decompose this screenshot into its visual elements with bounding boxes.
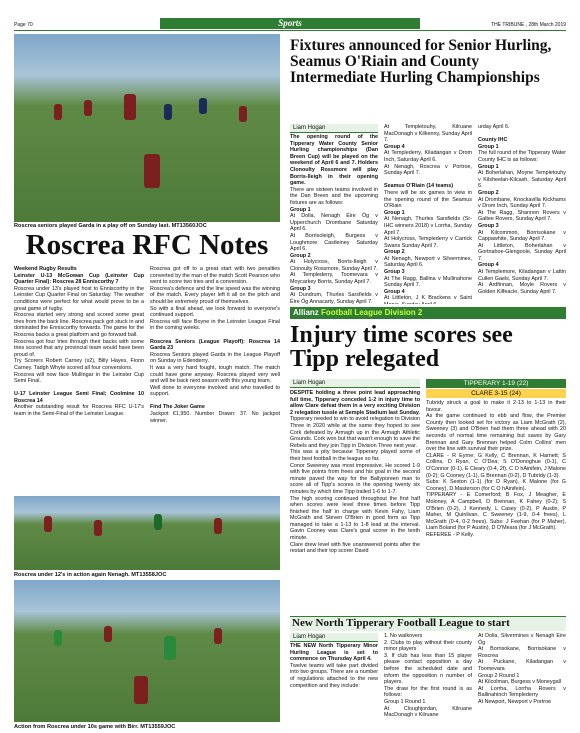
fixtures-column-3: urday April 6. County IHC Group 1 The full round of the Tipperary Water County IHC is as follows: Group 1 At Boherlahan, Moyne Templetouhy v Kilsheelan-Kilcash, Saturday April 6. Group 2 At Drombane, Knockavilla Kickhams v Drom Inch, Sunday April 7. At The Ragg, Shannon Rovers v Galtee Rovers, Sunday April 7. Group 3 At Kilcommon, Borrisokane v Cappawhite, Sunday April 7. At Littleton, Boherlahan v Gortnahoe-Glengoole, Sunday April 7. Group 4 At Templemore, Kiladangan v Lattin Cullen Gaels, Sunday April 7. At Ardfinnan, Moyle Rovers v Golden Kilfeacle, Sunday April 7. xyxy=(478,124,566,295)
paper-date: THE TRIBUNE , 28th March 2019 xyxy=(491,22,566,28)
tipperary-byline: Liam Hogan xyxy=(290,379,420,388)
page-header xyxy=(0,0,580,32)
header-rule xyxy=(14,30,566,31)
page-number: Page 70 xyxy=(14,22,33,28)
ntfl-column-2: 1. No walkovers 2. Clubs to play without their county minor players 3. If club has less than 15 player please contact opposition a day before the scheduled date and inform the opposition n number of players. The draw for the first round is as follows: Group 1 Round 1 At Cloughjordan, Kilruane MacDonagh v Kilruane xyxy=(384,633,472,719)
allianz-banner xyxy=(290,307,566,319)
allianz-league: Football League Division 2 xyxy=(321,308,423,317)
bottom-photo-caption: Action from Roscrea under 10s game with Birr. MT13559JOC xyxy=(14,724,176,730)
ntfl-column-1: THE NEW North Tipperary Minor Hurling League is set to commence on Thursday April 4. Twelve teams will take part divided into two groups. There are a number of regulations attached to the new competition and they include: xyxy=(290,643,378,689)
score-clare: CLARE 3-15 (24) xyxy=(426,389,566,398)
roscrea-column-1: Weekend Rugby Results Leinster U-13 McGowan Cup (Leinster Cup Quarter Final): Roscrea 28 Enniscorthy 7 Roscrea under 13's played host to Enniscorthy in the Leinster Cup Quarter Final on Saturday. The weather conditions were perfect for what would prove to be a great game of rugby. Roscrea started very strong and scored some great tries from the back line. Roscrea pack got stuck in and dominated the Enniscorthy forwards. The game for the Roscrea backs a great platform and go forward ball. Roscrea got four tries through their backs with some tries scored that any provincial team would have been proud of. Try Scorers Robert Carney (x2), Billy Hayes, Fionn Carney. Tadgh Whyte scored all four conversions. Roscrea will now face Mullingar in the Leinster Cup Semi Final. U-17 Leinster League Semi Final; Coolmine 10 Roscrea 14 Another outstanding result for Roscrea RFC U-17's team in the Semi-Final of the Leinster League. xyxy=(14,266,144,418)
fixtures-byline: Liam Hogan xyxy=(290,124,378,133)
roscrea-headline: Roscrea RFC Notes xyxy=(25,229,269,261)
fixtures-headline: Fixtures announced for Senior Hurling, Seamus O'Riain and County Intermediate Hurling Championships xyxy=(290,37,552,86)
rugby-photo-middle xyxy=(14,496,280,570)
score-tipperary: TIPPERARY 1-19 (22) xyxy=(426,379,566,388)
tipperary-column-1: DESPITE holding a three point lead approaching full time, Tipperary conceded 1-2 in injury time to allow Clare defeat them in a very exciting Division 2 relegation tussle at Semple Stadium last Sunday. Tipperary needed to win to avoid relegation to Division Three in 2020 while at the same they hoped to see Cork defeated by Armagh up in the Armagh Athletic Grounds. Cork won but that wasn't enough to save the Rebels and they join Tipp in Division Three next year. This was a pity because Tipperary played some of their best football in the league so far. Conor Sweeney was most impressive. He scored 1-9 with five points from frees and his goal in the second minute paved the way for the Ballyporeen man to score all of Tipp's scores in the opening twenty six minutes by which time Tipp trailed 1-6 to 1-7. The high scoring continued throughout the first half when scores were level three times before Tipp finished the half in charge with Kevin Fahy, Liam McGrath and Steven O'Brien in good form as Tipp managed to take a 1-13 to 1-8 lead at the interval. Gavin Cooney was Clare's goal scorer in the tenth minute. Clare drew level with five unanswered points after the restart and their top scorer David xyxy=(290,390,420,555)
allianz-brand: Allianz xyxy=(293,308,319,317)
fixtures-column-2: At Templetouhy, Kilruane MacDonagh v Kilkenny, Sunday April 7. Group 4 At Templederry, Kiladangan v Drom Inch, Saturday April 6. At Nenagh, Roscrea v Portroe, Sunday April 7. Seamus O'Riain (14 teams) There will be six games to view in the opening round of the Seamus O'Riain Group 1 At Nenagh, Thurles Sarsfields (Sr-IHC winners 2018) v Lorrha, Sunday April 7. At Holycross, Templederry v Carrick Swans Sunday April 7. Group 2 At Nenagh, Newport v Silvermines, Saturday April 6. Group 3 At The Ragg, Ballina v Mullinahone Sunday April 7. Group 4 At Littleton, J K Brackens v Saint xyxy=(384,124,472,302)
rugby-photo-top xyxy=(14,34,280,222)
ntfl-headline: New North Tipperary Football League to start xyxy=(292,617,510,629)
rugby-photo-bottom xyxy=(14,580,280,722)
top-photo-caption: Roscrea seniors played Garda in a play off on Sunday last. MT13560JOC xyxy=(14,223,207,229)
tipperary-column-2: Tubridy struck a goal to make it 2-13 to 1-13 in their favour. As the game continued to ebb and flow, the Premier County then looked set for victory as Liam McGrath (2), Sweeney (3) and O'Brien had them three ahead with 20 seconds of normal time remaining but saves by Gary Brennan and Gary Brennan helped Colm Collins' men over the line with survival their prize. CLARE - R Eyrne; G Kelly, C Brennan, K Harnett; S Collins, D Ryan, C O'Dea; S O'Donoghue (0-1), C O'Connor (0-1), E Cleary (0-4, 2f), C O hAinifein, J Malone (0-2); G Cooney (1-1), G Brennan (0-2), D Tubridy (1-3). Subs: K Sexton (1-1) (for D Ryan), K Malone (for G Cooney), D Masterson (for C O hAinifein). TIPPERARY - E Comerford; B Fox, J Meagher, E Moloney, A Campbell, D Brennan, K Fahey (0-2); S O'Brien (0-2), J Kennedy, L Casey (0-2), P Austin, P Maher, M Quinlivan, C Sweeney (1-9, 0-4 frees), L McGrath (0-4, 0-2 frees). Subs: J Feehan (for P Maher), Liam Boland (for P Austin), D O'Meara (for J McGrath). REFEREE - P Kelly. xyxy=(426,400,566,538)
fixtures-column-1: The opening round of the Tipperary Water County Senior Hurling championships (Dan Breen Cup) will be played on the weekend of April 6 and 7. Holders Clonoulty Rossmore will play Borris-Ileigh in their opening game. There are sixteen teams involved in the Dan Breen and the upcoming fixtures are as follows: Group 1 At Dolla, Nenagh Éire Óg v Upperchurch Drombane Saturday April 6. At Borrisoleigh, Burgess v Loughmore Castleiney Saturday April 6. Group 2 At Holycross, Borris-Ileigh v Clonoulty Rossmore, Sunday April 7. At Templederry, Toomevara v Moycarkey Borris, Sunday April 7. Group 3 At Dundrum, Thurles Sarsfields v Éire Óg Annacarty, Sunday April 7. xyxy=(290,134,378,304)
roscrea-column-2: Roscrea got off to a great start with two penalties converted by the man of the match Scott Pearson who went to score two tries and a conversion. Roscrea's defence and the line speed was the winning of the match. Every player left it all on the pitch and should be extremely proud of themselves. So with a final ahead, we look forward to everyone's continued support. Roscrea will face Boyne in the Leinster League Final in the coming weeks. Roscrea Seniors (League Playoff): Roscrea 14 Garda 23 Roscrea Seniors played Garda in the League Playoff on Sunday in Edenderry. It was a very hard fought, tough match. The match could have gone anyway. Roscrea played very well and will be back next season with this young team. Well done to everyone involved and who travelled to support. Find The Joker Game Jackpot €1,950. Number Drawn: 37. No jackpot winner. xyxy=(150,266,280,424)
section-banner: Sports xyxy=(160,18,420,29)
tipperary-headline: Injury time scores see Tipp relegated xyxy=(290,322,513,373)
middle-photo-caption: Roscrea under 12's in action again Nenagh. MT13558JOC xyxy=(14,572,167,578)
ntfl-byline: Liam Hogan xyxy=(290,633,378,642)
ntfl-column-3: At Dolla, Silvermines v Nenagh Éire Óg At Borrisokane, Borrisokane v Roscrea At Puckane, Kiladangan v Toomevara Group 2 Round 1 At Kilcolman, Burgess v Moneygall At Lorrha, Lorrha Rovers v Ballinahinch Templederry At Newport, Newport v Portroe xyxy=(478,633,566,705)
